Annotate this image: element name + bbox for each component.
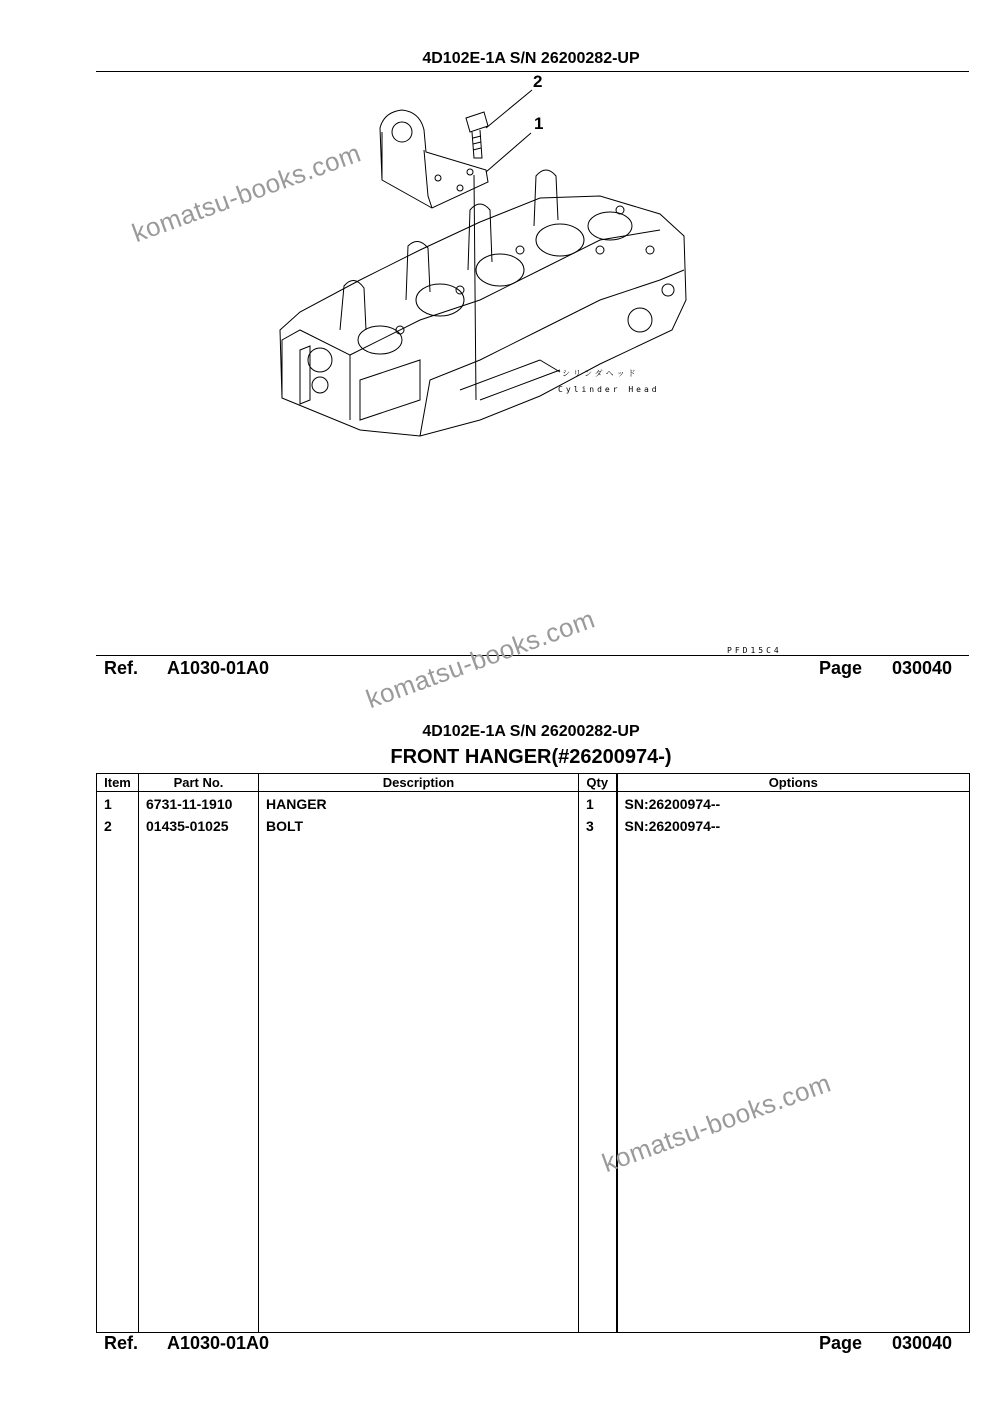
drawing-code: PFD15C4 bbox=[727, 646, 782, 655]
watermark-2: komatsu-books.com bbox=[362, 603, 599, 715]
center-line bbox=[474, 175, 476, 400]
callout-2: 2 bbox=[533, 72, 543, 91]
hanger-drawing bbox=[380, 110, 488, 208]
top-ref-value: A1030-01A0 bbox=[167, 658, 270, 678]
table-row bbox=[97, 814, 970, 836]
bottom-header: 4D102E-1A S/N 26200282-UP bbox=[422, 723, 640, 740]
top-header: 4D102E-1A S/N 26200282-UP bbox=[422, 50, 640, 67]
cell-description: BOLT bbox=[259, 814, 579, 836]
cell-part-no: 6731-11-1910 bbox=[139, 792, 259, 815]
col-qty: Qty bbox=[579, 774, 617, 792]
bottom-page-label: Page bbox=[819, 1333, 863, 1353]
parts-table bbox=[96, 773, 970, 1333]
table-row bbox=[97, 792, 970, 815]
bolt-drawing bbox=[466, 112, 488, 158]
callout-1: 1 bbox=[534, 114, 544, 133]
cell-qty: 1 bbox=[579, 792, 617, 815]
col-description: Description bbox=[259, 774, 579, 792]
table-filler-row bbox=[97, 836, 970, 1332]
cylinder-head-block bbox=[280, 170, 686, 436]
table-header-row bbox=[97, 774, 970, 792]
leader-line-1 bbox=[486, 133, 531, 172]
cell-qty: 3 bbox=[579, 814, 617, 836]
cell-item: 1 bbox=[97, 792, 139, 815]
col-part-no: Part No. bbox=[139, 774, 259, 792]
cell-description: HANGER bbox=[259, 792, 579, 815]
top-page-label: Page bbox=[819, 658, 863, 678]
cell-options: SN:26200974-- bbox=[617, 792, 970, 815]
top-page-value: 030040 bbox=[892, 658, 953, 678]
section-title: FRONT HANGER(#26200974-) bbox=[390, 746, 672, 768]
watermark-1: komatsu-books.com bbox=[128, 137, 365, 249]
col-options: Options bbox=[617, 774, 970, 792]
bottom-ref-label: Ref. bbox=[104, 1333, 139, 1353]
cylinder-head-drawing bbox=[0, 0, 992, 660]
cell-part-no: 01435-01025 bbox=[139, 814, 259, 836]
cell-item: 2 bbox=[97, 814, 139, 836]
label-leader bbox=[540, 360, 560, 372]
drawing-label: Cylinder Head bbox=[558, 385, 660, 394]
leader-line-2 bbox=[486, 90, 532, 128]
top-ref-label: Ref. bbox=[104, 658, 139, 678]
watermark-3: komatsu-books.com bbox=[598, 1067, 835, 1179]
col-item: Item bbox=[97, 774, 139, 792]
bottom-page-value: 030040 bbox=[892, 1333, 953, 1353]
cell-options: SN:26200974-- bbox=[617, 814, 970, 836]
bottom-ref-value: A1030-01A0 bbox=[167, 1333, 270, 1353]
drawing-label-jp: シリンダヘッド bbox=[562, 369, 639, 378]
